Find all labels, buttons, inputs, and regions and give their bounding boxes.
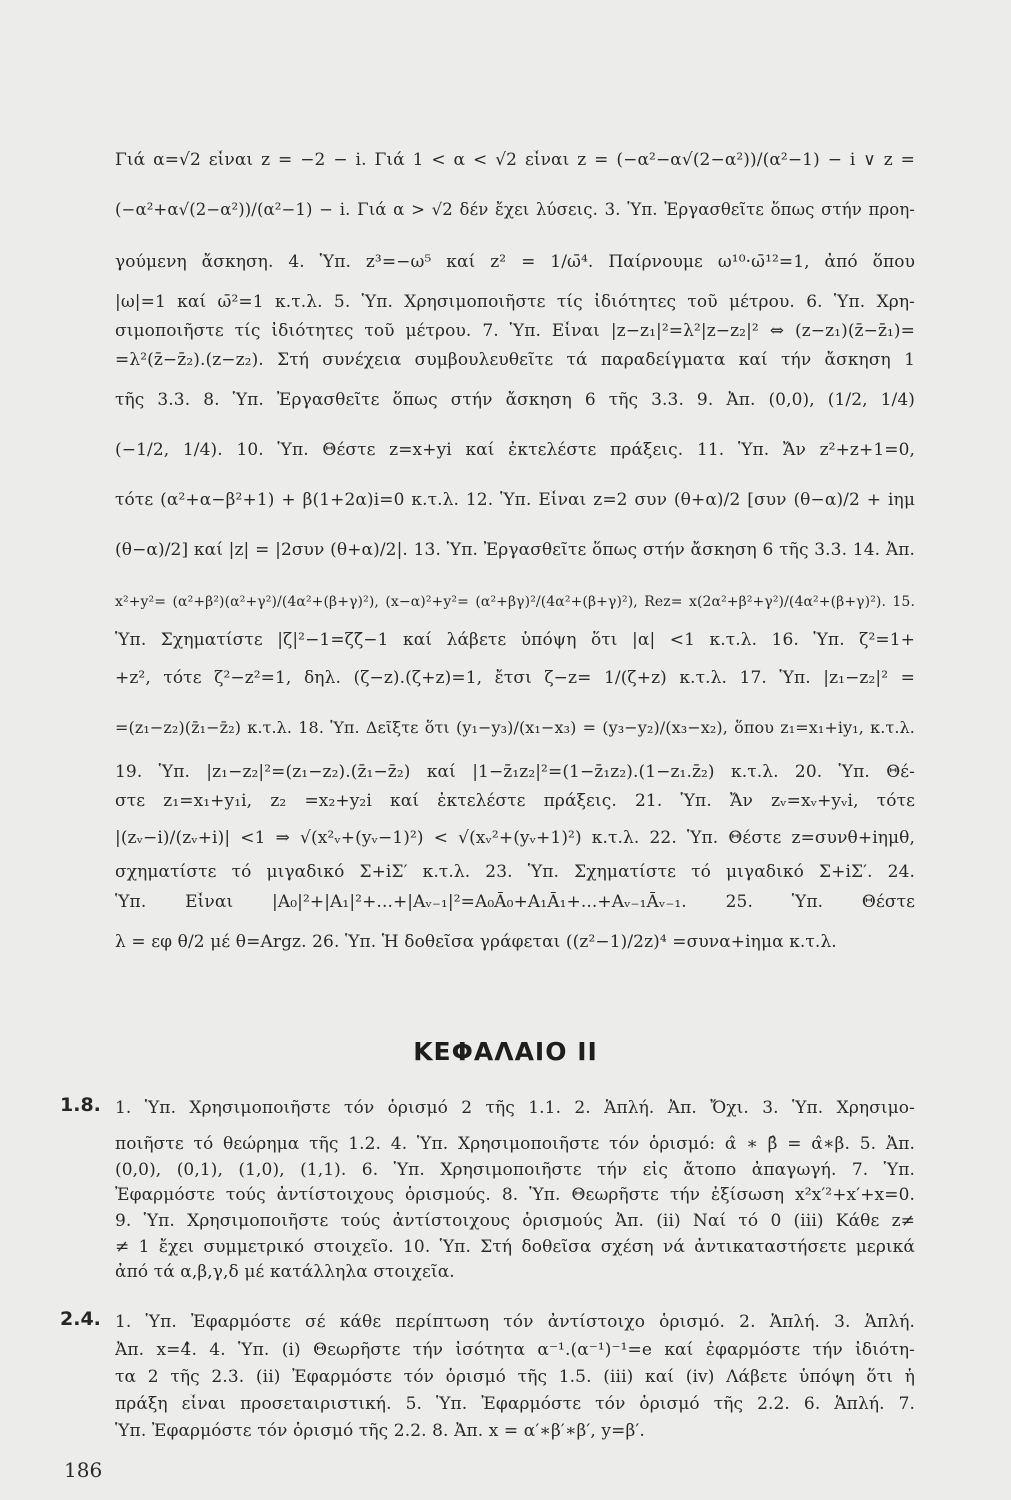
text-line: |(zᵥ−i)/(zᵥ+i)| <1 ⇒ √(x²ᵥ+(yᵥ−1)²) < √(xᵥ²+(yᵥ+1)²) κ.τ.λ. 22. Ὑπ. Θέστε z=συνθ+iημθ, bbox=[115, 828, 915, 848]
text-line: σιμοποιῆστε τίς ἰδιότητες τοῦ μέτρου. 7. Ὑπ. Εἶναι |z−z₁|²=λ²|z−z₂|² ⇔ (z−z₁)(z̄−z̄₁)= bbox=[115, 321, 915, 341]
text-line: τῆς 3.3. 8. Ὑπ. Ἐργασθεῖτε ὅπως στήν ἄσκηση 6 τῆς 3.3. 9. Ἀπ. (0,0), (1/2, 1/4) bbox=[115, 390, 915, 410]
page-number: 186 bbox=[64, 1458, 103, 1482]
chapter-title: ΚΕΦΑΛΑΙΟ ΙΙ bbox=[413, 1037, 598, 1066]
text-line: ἀπό τά α,β,γ,δ μέ κατάλληλα στοιχεῖα. bbox=[115, 1262, 455, 1282]
section-label: 2.4. bbox=[60, 1308, 101, 1330]
text-line: ≠ 1 ἔχει συμμετρικό στοιχεῖο. 10. Ὑπ. Στή δοθεῖσα σχέση νά ἀντικαταστήσετε μερικά bbox=[115, 1237, 915, 1257]
text-line: Ὑπ. Σχηματίστε |ζ|²−1=ζζ̄−1 καί λάβετε ὑπόψη ὅτι |α| <1 κ.τ.λ. 16. Ὑπ. ζ²=1+ bbox=[115, 630, 915, 650]
text-line: |ω|=1 καί ω̄²=1 κ.τ.λ. 5. Ὑπ. Χρησιμοποιῆστε τίς ἰδιότητες τοῦ μέτρου. 6. Ὑπ. Χρη- bbox=[115, 292, 915, 312]
section-label: 1.8. bbox=[60, 1094, 101, 1116]
text-line: (−1/2, 1/4). 10. Ὑπ. Θέστε z=x+yi καί ἐκτελέστε πράξεις. 11. Ὑπ. Ἄν z²+z+1=0, bbox=[115, 440, 915, 460]
text-line: τότε (α²+α−β²+1) + β(1+2α)i=0 κ.τ.λ. 12. Ὑπ. Εἶναι z=2 συν (θ+α)/2 [συν (θ−α)/2 + iημ bbox=[115, 490, 915, 510]
text-line: Ἐφαρμόστε τούς ἀντίστοιχους ὁρισμούς. 8. Ὑπ. Θεωρῆστε τήν ἐξίσωση x²x′²+x′+x=0. bbox=[115, 1185, 915, 1205]
text-line: =(z₁−z₂)(z̄₁−z̄₂) κ.τ.λ. 18. Ὑπ. Δεῖξτε ὅτι (y₁−y₃)/(x₁−x₃) = (y₃−y₂)/(x₃−x₂), ὅπου z₁=x₁+iy₁, κ.τ.λ. bbox=[115, 718, 915, 737]
text-line: 9. Ὑπ. Χρησιμοποιῆστε τούς ἀντίστοιχους ὁρισμούς Ἀπ. (ii) Ναί τό 0 (iii) Κάθε z≠ bbox=[115, 1211, 915, 1231]
text-line: γούμενη ἄσκηση. 4. Ὑπ. z³=−ω⁵ καί z² = 1/ω̄⁴. Παίρνουμε ω¹⁰·ω̄¹²=1, ἀπό ὅπου bbox=[115, 252, 915, 272]
text-line: (θ−α)/2] καί |z| = |2συν (θ+α)/2|. 13. Ὑπ. Ἐργασθεῖτε ὅπως στήν ἄσκηση 6 τῆς 3.3. 14. Ἀπ. bbox=[115, 540, 915, 560]
text-line: (0,0), (0,1), (1,0), (1,1). 6. Ὑπ. Χρησιμοποιῆστε τήν εἰς ἄτοπο ἀπαγωγή. 7. Ὑπ. bbox=[115, 1160, 915, 1180]
text-line: πράξη εἶναι προσεταιριστική. 5. Ὑπ. Ἐφαρμόστε τόν ὁρισμό τῆς 2.2. 6. Ἁπλή. 7. bbox=[115, 1394, 915, 1414]
text-line: x²+y²= (α²+β²)(α²+γ²)/(4α²+(β+γ)²), (x−α)²+y²= (α²+βγ)²/(4α²+(β+γ)²), Rez= x(2α²+β²+γ²)/(4α²+(β+γ)²). 15. bbox=[115, 594, 915, 610]
text-line: λ = εφ θ/2 μέ θ=Argz. 26. Ὑπ. Ἡ δοθεῖσα γράφεται ((z²−1)/2z)⁴ =συνα+iημα κ.τ.λ. bbox=[115, 932, 837, 952]
text-line: ποιῆστε τό θεώρημα τῆς 1.2. 4. Ὑπ. Χρησιμοποιῆστε τόν ὁρισμό: α̂ ∗ β̂ = α̂∗β. 5. Ἀπ. bbox=[115, 1134, 915, 1154]
text-line: (−α²+α√(2−α²))/(α²−1) − i. Γιά α > √2 δέν ἔχει λύσεις. 3. Ὑπ. Ἐργασθεῖτε ὅπως στήν προη- bbox=[115, 200, 915, 219]
text-line: Ὑπ. Ἐφαρμόστε τόν ὁρισμό τῆς 2.2. 8. Ἀπ. x = α′∗β′∗β′, y=β′. bbox=[115, 1421, 645, 1441]
text-line: +z², τότε ζ²−z²=1, δηλ. (ζ−z).(ζ+z)=1, ἔτσι ζ−z= 1/(ζ+z) κ.τ.λ. 17. Ὑπ. |z₁−z₂|² = bbox=[115, 668, 915, 688]
text-line: =λ²(z̄−z̄₂).(z−z₂). Στή συνέχεια συμβουλευθεῖτε τά παραδείγματα καί τήν ἄσκηση 1 bbox=[115, 350, 915, 370]
text-line: στε z₁=x₁+y₁i, z₂ =x₂+y₂i καί ἐκτελέστε πράξεις. 21. Ὑπ. Ἄν zᵥ=xᵥ+yᵥi, τότε bbox=[115, 791, 915, 811]
text-line: 1. Ὑπ. Χρησιμοποιῆστε τόν ὁρισμό 2 τῆς 1.1. 2. Ἁπλή. Ἀπ. Ὄχι. 3. Ὑπ. Χρησιμο- bbox=[115, 1098, 915, 1118]
text-line: σχηματίστε τό μιγαδικό Σ+iΣ′ κ.τ.λ. 23. Ὑπ. Σχηματίστε τό μιγαδικό Σ+iΣ′. 24. bbox=[115, 862, 915, 882]
text-line: Γιά α=√2 εἶναι z = −2 − i. Γιά 1 < α < √2 εἶναι z = (−α²−α√(2−α²))/(α²−1) − i ∨ z = bbox=[115, 150, 915, 170]
text-line: τα 2 τῆς 2.3. (ii) Ἐφαρμόστε τόν ὁρισμό τῆς 1.5. (iii) καί (iv) Λάβετε ὑπόψη ὅτι ἡ bbox=[115, 1367, 915, 1387]
text-line: Ὑπ. Εἶναι |A₀|²+|A₁|²+...+|Aᵥ₋₁|²=A₀Ā₀+A₁Ā₁+...+Aᵥ₋₁Āᵥ₋₁. 25. Ὑπ. Θέστε bbox=[115, 892, 915, 912]
text-line: Ἀπ. x=4̂. 4. Ὑπ. (i) Θεωρῆστε τήν ἰσότητα α⁻¹.(α⁻¹)⁻¹=e καί ἐφαρμόστε τήν ἰδιότη- bbox=[115, 1340, 915, 1360]
text-line: 19. Ὑπ. |z₁−z₂|²=(z₁−z₂).(z̄₁−z̄₂) καί |1−z̄₁z₂|²=(1−z̄₁z₂).(1−z₁.z̄₂) κ.τ.λ. 20. Ὑπ. Θέ- bbox=[115, 762, 915, 782]
text-line: 1. Ὑπ. Ἐφαρμόστε σέ κάθε περίπτωση τόν ἀντίστοιχο ὁρισμό. 2. Ἁπλή. 3. Ἁπλή. bbox=[115, 1312, 915, 1332]
